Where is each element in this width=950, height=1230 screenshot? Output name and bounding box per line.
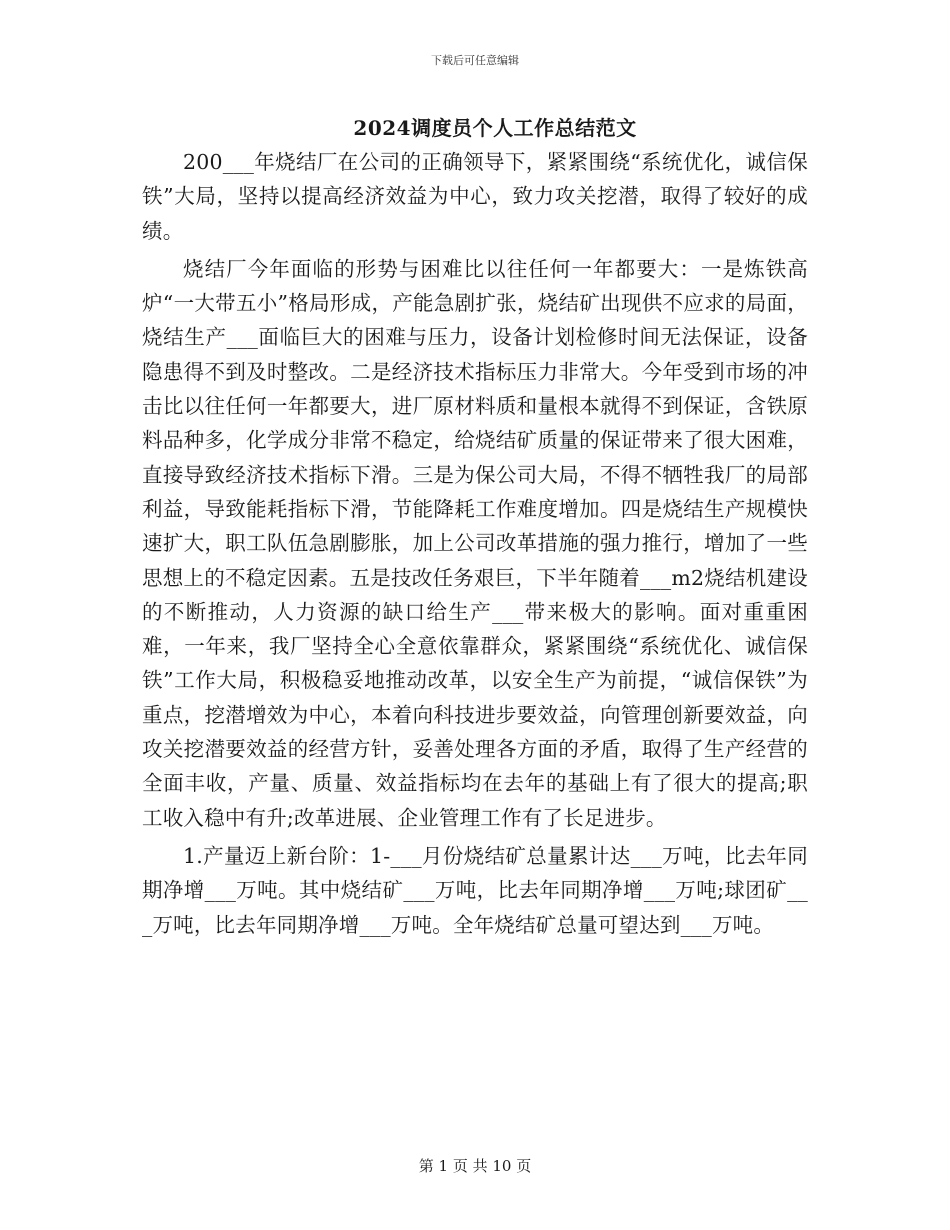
paragraph-intro: 200___年烧结厂在公司的正确领导下，紧紧围绕“系统优化，诚信保铁”大局，坚持以提高经济效益为中心，致力攻关挖潜，取得了较好的成绩。	[142, 150, 808, 243]
page-header-note: 下载后可任意编辑	[431, 54, 519, 67]
paragraph-challenges: 烧结厂今年面临的形势与困难比以往任何一年都要大：一是炼铁高炉“一大带五小”格局形成，产能急剧扩张，烧结矿出现供不应求的局面，烧结生产___面临巨大的困难与压力，设备计划检修时间无法保证，设备隐患得不到及时整改。二是经济技术指标压力非常大。今年受到市场的冲击比以往任何一年都要大，进厂原材料质和量根本就得不到保证，含铁原料品种多，化学成分非常不稳定，给烧结矿质量的保证带来了很大困难，直接导致经济技术指标下滑。三是为保公司大局，不得不牺牲我厂的局部利益，导致能耗指标下滑，节能降耗工作难度增加。四是烧结生产规模快速扩大，职工队伍急剧膨胀，加上公司改革措施的强力推行，增加了一些思想上的不稳定因素。五是技改任务艰巨，下半年随着___m2烧结机建设的不断推动，人力资源的缺口给生产___带来极大的影响。面对重重困难，一年来，我厂坚持全心全意依靠群众，紧紧围绕“系统优化、诚信保铁”工作大局，积极稳妥地推动改革，以安全生产为前提，“诚信保铁”为重点，挖潜增效为中心，本着向科技进步要效益，向管理创新要效益，向攻关挖潜要效益的经营方针，妥善处理各方面的矛盾，取得了生产经营的全面丰收，产量、质量、效益指标均在去年的基础上有了很大的提高;职工收入稳中有升;改革进展、企业管理工作有了长足进步。	[142, 256, 808, 830]
paragraph-output: 1.产量迈上新台阶：1-___月份烧结矿总量累计达___万吨，比去年同期净增___万吨。其中烧结矿___万吨，比去年同期净增___万吨;球团矿___万吨，比去年同期净增___万吨。全年烧结矿总量可望达到___万吨。	[142, 843, 808, 937]
document-body	[142, 145, 808, 946]
document-title: 2024调度员个人工作总结范文	[353, 116, 637, 140]
page-number-footer: 第 1 页 共 10 页	[418, 1157, 532, 1175]
